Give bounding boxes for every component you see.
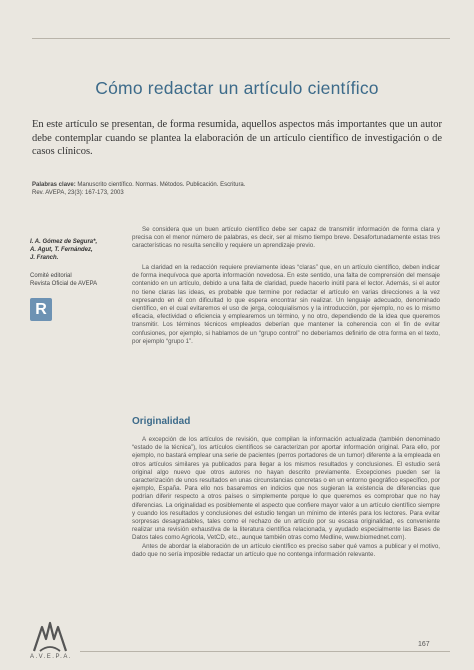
- article-title: Cómo redactar un artículo científico: [95, 78, 379, 98]
- keywords-label: Palabras clave:: [32, 182, 76, 188]
- abstract: En este artículo se presentan, de forma resumida, aquellos aspectos más importantes que un autor debe contemplar cuando se plantea la elaboración de un artículo científico de investigación o de casos clínicos.: [32, 119, 442, 157]
- keywords-block: [32, 181, 332, 197]
- paragraph-text: A excepción de los artículos de revisión, que compilan la información actualizada (también denominado “estado de la técnica”), los artículos científicos se caracterizan por aportar información original. Para ello, por ejemplo, no bastará emplear una serie de pacientes (perros portadores de un tumor) diferente a la empleada en otros artículos similares ya publicados para llegar a los mismos resultados y conclusiones. El estudio será original algo nuevo que otros autores no hayan descrito previamente. Excepciones pueden ser la caracterización de unos resultados en unas circunstancias concretas o en un entorno geográfico específico, por ejemplo, España. Para ello nos basaremos en indicios que nos sugieran la existencia de diferencias que podrían diferir respecto a otros países o simplemente porque lo que queremos es comprobar que no hay diferencias. La originalidad es posiblemente el aspecto que confiere mayor valor a un artículo científico siempre y cuando los resultados y conclusiones del estudio tengan un mínimo de interés para los lectores. Para evitar sorpresas desagradables, tales como el rechazo de un artículo por su escasa originalidad, es conveniente realizar una revisión exhaustiva de la literatura científica relacionada, y ayudado especialmente las Bases de Datos tales como Agricola, VetCD, etc., aunque también otras como Medline, www.biomednet.com).: [132, 436, 440, 542]
- top-rule: [32, 38, 450, 39]
- paragraph-text: La claridad en la redacción requiere previamente ideas “claras” que, en un artículo científico, deben indicar de forma inequívoca que aporta información novedosa. En este sentido, una falta de comprensión del mensaje contenido en un artículo, debido a una falta de claridad, puede hacerlo inútil para el lector. Además, si el autor no tiene claras las ideas, es probable que termine por redactar el artículo en varias direcciones a la vez expresando en él con dificultad lo que espera encontrar sin realizar. Un lenguaje adecuado, denominado científico, en el cual evitaremos el uso de jerga, coloquialismos y la introducción, por ejemplo, no es lo mismo eficacia, efectividad o eficiencia y emplearemos un término, y no otro, dependiendo de la idea que queremos transmitir. Los términos técnicos empleados deberían que mantener la coherencia con el fin de evitar confusiones, por ejemplo, si hablamos de un “grupo control” no deberíamos definirlo de otra forma en el texto, por ejemplo “grupo 1”.: [132, 264, 440, 345]
- bottom-rule: [80, 651, 450, 652]
- page-number: 167: [418, 641, 430, 648]
- author-line: I. A. Gómez de Segura*,: [30, 239, 98, 245]
- affiliation-line: Revista Oficial de AVEPA: [30, 281, 98, 287]
- avepa-logo-icon: [30, 617, 70, 655]
- affiliation: [30, 272, 130, 288]
- section-heading: Originalidad: [132, 416, 191, 427]
- author-line: A. Agut, T. Fernández,: [30, 247, 93, 253]
- intro-paragraph-1: [132, 226, 440, 251]
- paragraph-text: Antes de abordar la elaboración de un artículo científico es preciso saber qué vamos a publicar y el motivo, dado que no sería imposible redactar un artículo que no contenga información relevante.: [132, 542, 440, 558]
- keywords-text: Manuscrito científico. Normas. Métodos. Publicación. Escritura.: [77, 182, 246, 188]
- logo-text: A.V.E.P.A.: [29, 654, 73, 660]
- paragraph-text: Se considera que un buen artículo científico debe ser capaz de transmitir información de forma clara y precisa con el menor número de palabras, es decir, ser al mismo tiempo breve. Desafortunadamente estas tres características no resulta sencillo y requiere un aprendizaje previo.: [132, 226, 440, 250]
- section-badge: R: [30, 298, 52, 321]
- intro-paragraph-2: [132, 264, 440, 346]
- citation: Rev. AVEPA, 23(3): 167-173, 2003: [32, 190, 124, 196]
- authors: [30, 238, 130, 262]
- originality-section: [132, 436, 440, 559]
- affiliation-line: Comité editorial: [30, 273, 72, 279]
- author-line: J. Franch.: [30, 255, 59, 261]
